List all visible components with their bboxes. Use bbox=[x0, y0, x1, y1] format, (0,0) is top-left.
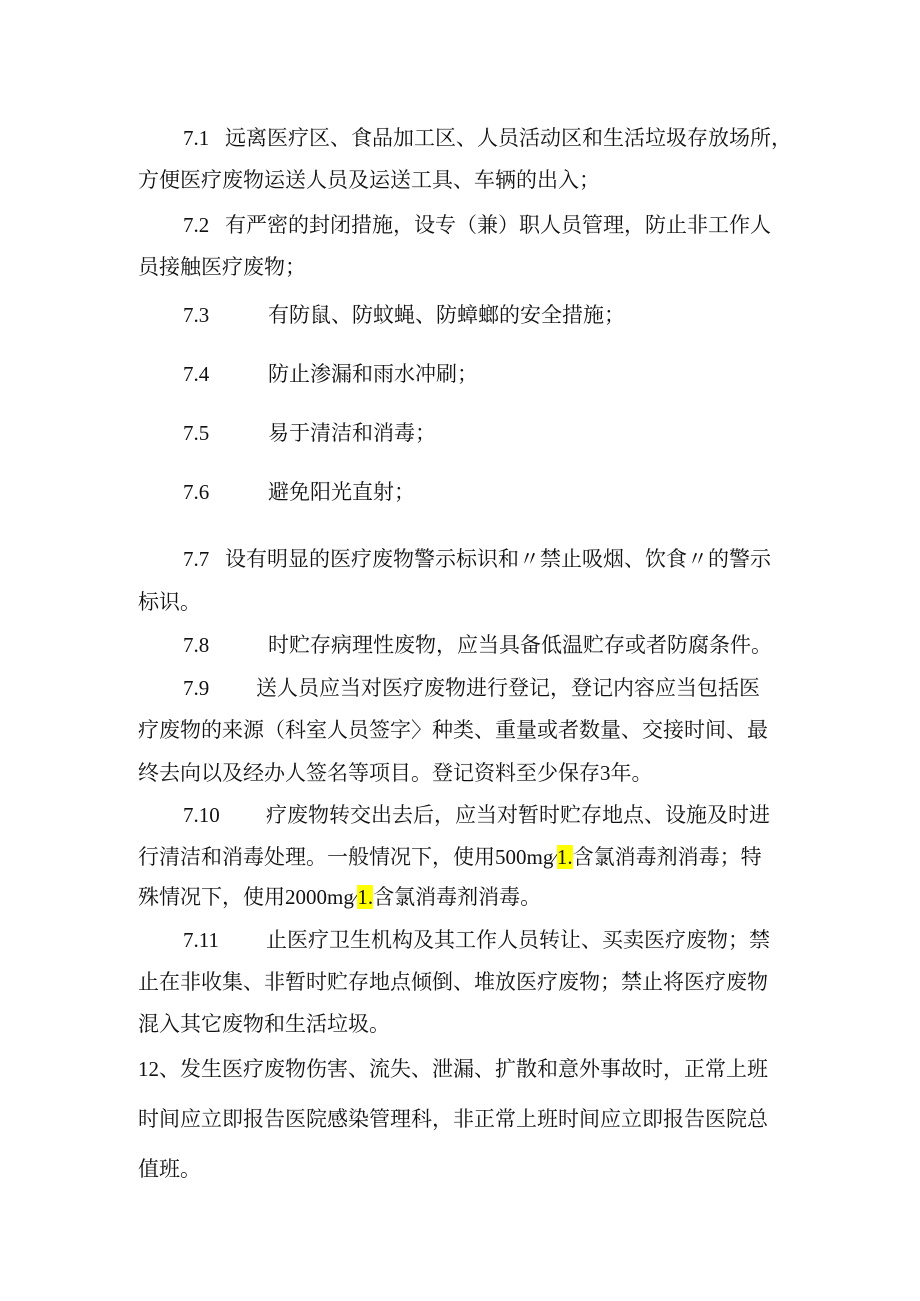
paragraph-line: 有防鼠、防蚊蝇、防蟑螂的安全措施； bbox=[268, 303, 625, 327]
paragraph-line bbox=[138, 759, 653, 787]
item-number: 7.8 bbox=[183, 633, 210, 657]
paragraph-line bbox=[138, 843, 762, 871]
item-number: 7.9 bbox=[183, 676, 210, 700]
paragraph-line bbox=[138, 883, 541, 911]
paragraph-line: 疗废物转交出去后，应当对暂时贮存地点、设施及时进 bbox=[266, 803, 770, 827]
highlighted-text: 1. bbox=[357, 885, 374, 909]
paragraph-line: 标识。 bbox=[138, 590, 201, 614]
paragraph-line: 止医疗卫生机构及其工作人员转让、买卖医疗废物；禁 bbox=[266, 928, 770, 952]
text-run: 2000mg∕ bbox=[285, 885, 358, 909]
paragraph-line: 混入其它废物和生活垃圾。 bbox=[138, 1012, 390, 1036]
text-run: 年。 bbox=[610, 761, 653, 785]
item-number: 7.6 bbox=[183, 480, 210, 504]
paragraph-line: 避免阳光直射； bbox=[268, 480, 415, 504]
paragraph-line: 送人员应当对医疗废物进行登记，登记内容应当包括医 bbox=[256, 676, 760, 700]
paragraph-line: 时间应立即报告医院感染管理科，非正常上班时间应立即报告医院总 bbox=[138, 1107, 768, 1131]
paragraph-line: 员接触医疗废物； bbox=[138, 255, 306, 279]
paragraph-line: 易于清洁和消毒； bbox=[268, 421, 436, 445]
paragraph-line: 值班。 bbox=[138, 1157, 201, 1181]
item-number: 7.5 bbox=[183, 421, 210, 445]
item-number: 7.3 bbox=[183, 303, 210, 327]
text-run: 终去向以及经办人签名等项目。登记资料至少保存 bbox=[138, 761, 600, 785]
paragraph-line: 发生医疗废物伤害、流失、泄漏、扩散和意外事故时，正常上班 bbox=[180, 1057, 768, 1081]
item-number: 7.11 bbox=[183, 928, 219, 952]
item-number: 12、 bbox=[138, 1057, 180, 1081]
paragraph-line: 疗废物的来源（科室人员签字〉种类、重量或者数量、交接时间、最 bbox=[138, 718, 768, 742]
paragraph-line: 止在非收集、非暂时贮存地点倾倒、堆放医疗废物；禁止将医疗废物 bbox=[138, 970, 768, 994]
paragraph-line: 防止渗漏和雨水冲刷； bbox=[268, 362, 478, 386]
item-number: 7.7 bbox=[183, 547, 210, 571]
text-run: 3 bbox=[600, 761, 611, 785]
paragraph-line: 设有明显的医疗废物警示标识和〃禁止吸烟、饮食〃的警示 bbox=[225, 547, 771, 571]
text-run: 行清洁和消毒处理。一般情况下，使用 bbox=[138, 845, 495, 869]
text-run: 殊情况下，使用 bbox=[138, 885, 285, 909]
item-number: 7.10 bbox=[183, 803, 220, 827]
item-number: 7.1 bbox=[183, 126, 210, 150]
paragraph-line: 时贮存病理性废物，应当具备低温贮存或者防腐条件。 bbox=[268, 633, 772, 657]
item-number: 7.4 bbox=[183, 362, 210, 386]
text-run: 500mg∕ bbox=[495, 845, 557, 869]
paragraph-line: 方便医疗废物运送人员及运送工具、车辆的出入； bbox=[138, 168, 600, 192]
highlighted-text: 1. bbox=[556, 845, 573, 869]
paragraph-line: 远离医疗区、食品加工区、人员活动区和生活垃圾存放场所， bbox=[225, 126, 792, 150]
paragraph-line: 有严密的封闭措施，设专（兼）职人员管理，防止非工作人 bbox=[225, 213, 771, 237]
text-run: 含氯消毒剂消毒。 bbox=[373, 885, 542, 909]
item-number: 7.2 bbox=[183, 213, 210, 237]
text-run: 含氯消毒剂消毒；特 bbox=[572, 845, 762, 869]
